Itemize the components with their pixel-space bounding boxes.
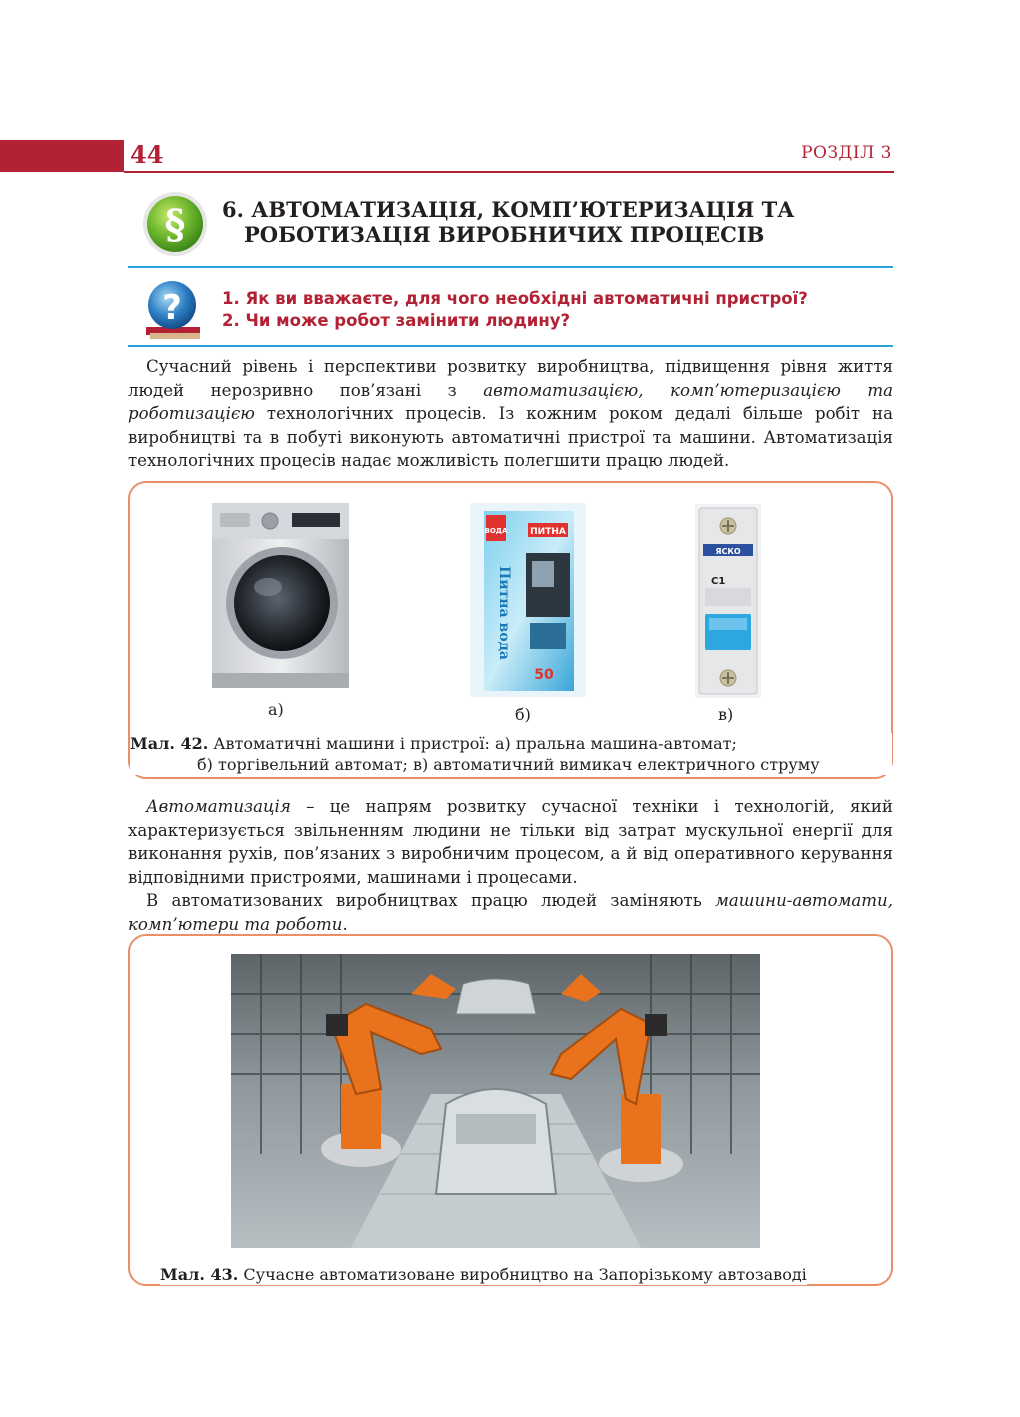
figure-label-a: а): [268, 700, 284, 719]
header-band: [0, 140, 124, 172]
question-globe-icon: [136, 277, 214, 343]
intro-paragraph: [128, 355, 893, 473]
text-span: В автоматизованих виробництвах працю людей заміняють: [146, 891, 716, 911]
section-label: РОЗДІЛ 3: [801, 143, 892, 163]
text-span: технологічних процесів. Із кожним роком дедалі більше робіт на виробництві та в побуті виконують автоматичні пристрої та машини. Автоматизація технологічних процесів надає можливість полегшити працю людей.: [128, 404, 893, 471]
header-rule: [124, 171, 894, 173]
vending-machine-image: [470, 503, 586, 697]
breaker-model: С1: [711, 576, 726, 587]
washing-machine-image: [212, 503, 349, 688]
emphasis-text: машини-автомати, комп’ютери та роботи: [128, 891, 893, 934]
svg-text:§: §: [164, 201, 186, 248]
questions-block: [222, 288, 808, 332]
section-heading: [222, 197, 862, 247]
text-span: .: [342, 914, 348, 934]
figure-42-caption: [130, 733, 892, 775]
text-span: Сучасний рівень і перспективи розвитку виробництва, підвищення рівня життя людей нерозривно пов’язані з: [128, 357, 893, 400]
figure-label-c: в): [718, 705, 734, 724]
breaker-brand: ЯСКО: [715, 547, 741, 556]
page-number: 44: [130, 140, 164, 169]
caption-number: Мал. 42.: [130, 734, 209, 753]
automation-paragraph: [128, 795, 893, 937]
text-span: – це напрям розвитку сучасної техніки і технологій, який характеризується звільненням людини не тільки від затрат мускульної енергії для виконання рухів, пов’язаних з виробничим процесом, а й від оперативного керування відповідними пристроями, машинами і процесами.: [128, 797, 893, 887]
circuit-breaker-image: [695, 504, 761, 698]
caption-text: Сучасне автоматизоване виробництво на Запорізькому автозаводі: [238, 1265, 807, 1284]
question-2: 2. Чи може робот замінити людину?: [222, 311, 571, 330]
vending-word-2: ПИТНА: [530, 527, 566, 537]
heading-line-2: РОБОТИЗАЦІЯ ВИРОБНИЧИХ ПРОЦЕСІВ: [244, 222, 765, 247]
question-1: 1. Як ви вважаєте, для чого необхідні автоматичні пристрої?: [222, 289, 808, 308]
caption-line-2: б) торгівельний автомат; в) автоматичний вимикач електричного струму: [197, 755, 820, 774]
vending-side-text: Питна вода: [496, 566, 512, 660]
questions-rule: [128, 345, 893, 347]
heading-rule: [128, 266, 893, 268]
emphasis-text: Автоматизація: [146, 797, 291, 816]
figure-label-b: б): [515, 705, 531, 724]
vending-word-1: ВОДА: [484, 527, 508, 535]
emphasis-text: автоматизацією, комп’ютеризацією та роботизацією: [128, 380, 894, 424]
caption-number: Мал. 43.: [160, 1265, 239, 1284]
paragraph-sign-icon: [136, 190, 214, 258]
svg-text:?: ?: [162, 288, 182, 328]
vending-price: 50: [534, 667, 554, 683]
caption-line-1: Автоматичні машини і пристрої: а) пральна машина-автомат;: [208, 734, 737, 753]
figure-43-caption: [160, 1264, 807, 1285]
robotic-factory-image: [231, 954, 760, 1248]
heading-line-1: 6. АВТОМАТИЗАЦІЯ, КОМП’ЮТЕРИЗАЦІЯ ТА: [222, 197, 795, 222]
